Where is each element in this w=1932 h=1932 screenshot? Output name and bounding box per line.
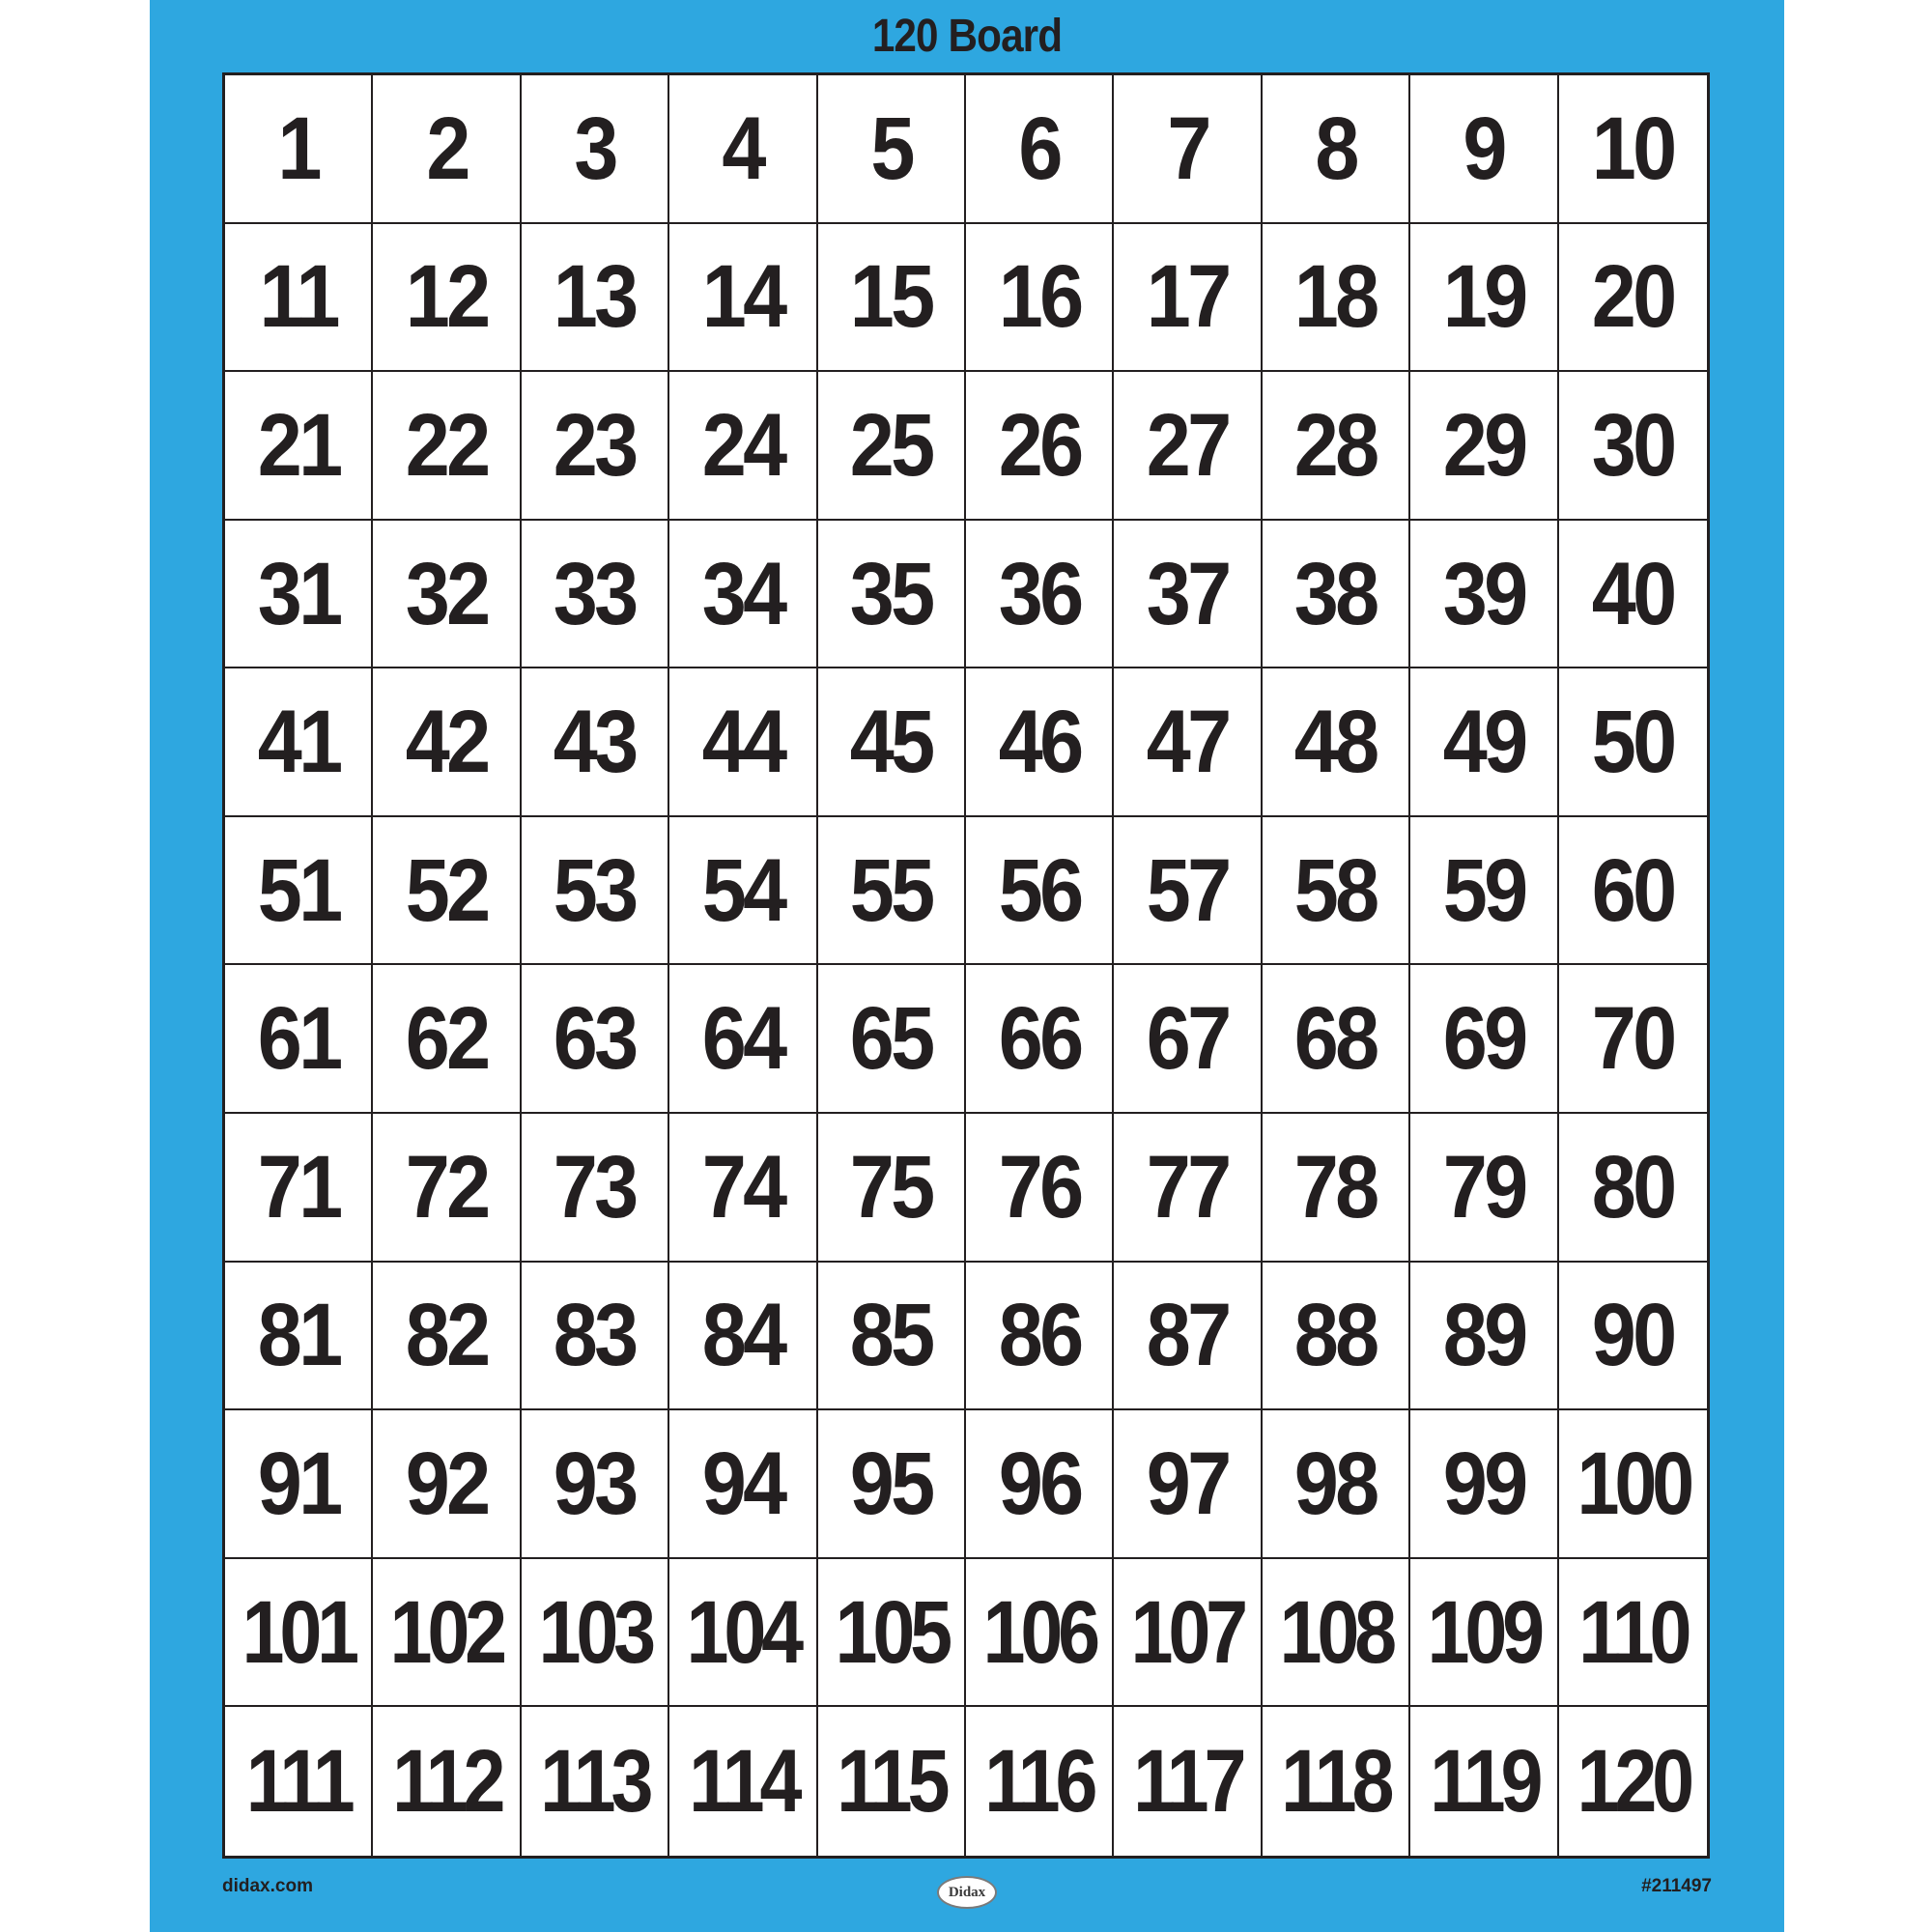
grid-cell: [1263, 1410, 1410, 1559]
cell-number: 45: [849, 693, 932, 792]
grid-cell: [1263, 1559, 1410, 1708]
grid-cell: [1559, 1263, 1707, 1411]
grid-cell: [522, 1114, 669, 1263]
grid-cell: [818, 1114, 966, 1263]
cell-number: 49: [1442, 693, 1525, 792]
cell-number: 66: [998, 989, 1081, 1089]
cell-number: 75: [849, 1137, 932, 1236]
cell-number: 64: [701, 989, 784, 1089]
logo-text: Didax: [948, 1884, 986, 1900]
grid-cell: [225, 1559, 373, 1708]
cell-number: 63: [554, 989, 636, 1089]
grid-cell: [373, 372, 521, 521]
grid-cell: [966, 1410, 1114, 1559]
grid-cell: [818, 817, 966, 966]
grid-cell: [225, 817, 373, 966]
cell-number: 120: [1577, 1732, 1690, 1832]
cell-number: 19: [1442, 247, 1525, 347]
cell-number: 71: [257, 1137, 340, 1236]
grid-cell: [669, 1263, 817, 1411]
grid-cell: [669, 372, 817, 521]
cell-number: 50: [1591, 693, 1674, 792]
grid-cell: [1410, 1559, 1558, 1708]
grid-cell: [1114, 521, 1262, 669]
grid-cell: [225, 1410, 373, 1559]
cell-number: 111: [245, 1732, 351, 1832]
cell-number: 84: [701, 1286, 784, 1385]
cell-number: 30: [1591, 395, 1674, 495]
grid-cell: [225, 1263, 373, 1411]
grid-cell: [522, 668, 669, 817]
cell-number: 34: [701, 544, 784, 643]
cell-number: 8: [1315, 99, 1356, 198]
grid-cell: [966, 1707, 1114, 1856]
cell-number: 14: [701, 247, 784, 347]
cell-number: 48: [1294, 693, 1377, 792]
grid-cell: [1410, 372, 1558, 521]
grid-cell: [1559, 1410, 1707, 1559]
cell-number: 26: [998, 395, 1081, 495]
grid-cell: [1410, 75, 1558, 224]
cell-number: 80: [1591, 1137, 1674, 1236]
cell-number: 32: [405, 544, 488, 643]
grid-cell: [966, 521, 1114, 669]
cell-number: 88: [1294, 1286, 1377, 1385]
cell-number: 22: [405, 395, 488, 495]
grid-cell: [818, 1559, 966, 1708]
cell-number: 52: [405, 840, 488, 940]
didax-logo: [937, 1876, 997, 1909]
cell-number: 13: [554, 247, 636, 347]
cell-number: 74: [701, 1137, 784, 1236]
cell-number: 110: [1578, 1582, 1688, 1682]
grid-cell: [1559, 668, 1707, 817]
grid-cell: [966, 817, 1114, 966]
grid-cell: [818, 1263, 966, 1411]
cell-number: 78: [1294, 1137, 1377, 1236]
grid-cell: [1263, 1707, 1410, 1856]
cell-number: 54: [701, 840, 784, 940]
cell-number: 108: [1279, 1582, 1392, 1682]
cell-number: 1: [277, 99, 319, 198]
cell-number: 67: [1146, 989, 1229, 1089]
grid-cell: [669, 1114, 817, 1263]
board-title: 120 Board: [871, 11, 1063, 62]
cell-number: 70: [1591, 989, 1674, 1089]
grid-cell: [1559, 817, 1707, 966]
cell-number: 91: [257, 1435, 340, 1534]
cell-number: 44: [701, 693, 784, 792]
grid-cell: [1559, 372, 1707, 521]
grid-cell: [373, 1114, 521, 1263]
grid-cell: [1114, 668, 1262, 817]
cell-number: 115: [837, 1732, 946, 1832]
cell-number: 46: [998, 693, 1081, 792]
grid-cell: [669, 224, 817, 373]
grid-cell: [669, 668, 817, 817]
cell-number: 96: [998, 1435, 1081, 1534]
grid-cell: [1263, 521, 1410, 669]
cell-number: 42: [405, 693, 488, 792]
cell-number: 15: [849, 247, 932, 347]
grid-cell: [1559, 1559, 1707, 1708]
grid-cell: [966, 1559, 1114, 1708]
grid-cell: [1559, 224, 1707, 373]
grid-cell: [818, 1707, 966, 1856]
grid-cell: [1114, 817, 1262, 966]
grid-cell: [1114, 224, 1262, 373]
cell-number: 118: [1281, 1732, 1390, 1832]
cell-number: 25: [849, 395, 932, 495]
grid-cell: [1559, 965, 1707, 1114]
cell-number: 77: [1146, 1137, 1229, 1236]
cell-number: 21: [257, 395, 340, 495]
grid-cell: [522, 75, 669, 224]
cell-number: 79: [1442, 1137, 1525, 1236]
grid-cell: [1410, 1263, 1558, 1411]
grid-cell: [225, 1114, 373, 1263]
grid-cell: [1114, 965, 1262, 1114]
cell-number: 112: [392, 1732, 501, 1832]
grid-cell: [522, 965, 669, 1114]
grid-cell: [818, 224, 966, 373]
cell-number: 117: [1133, 1732, 1242, 1832]
cell-number: 7: [1166, 99, 1208, 198]
cell-number: 109: [1427, 1582, 1541, 1682]
cell-number: 12: [405, 247, 488, 347]
cell-number: 55: [849, 840, 932, 940]
grid-cell: [522, 1559, 669, 1708]
cell-number: 85: [849, 1286, 932, 1385]
cell-number: 23: [554, 395, 636, 495]
grid-cell: [818, 75, 966, 224]
cell-number: 36: [998, 544, 1081, 643]
grid-cell: [669, 817, 817, 966]
cell-number: 73: [554, 1137, 636, 1236]
grid-cell: [818, 965, 966, 1114]
grid-cell: [966, 75, 1114, 224]
grid-cell: [1559, 75, 1707, 224]
grid-cell: [373, 521, 521, 669]
cell-number: 47: [1146, 693, 1229, 792]
cell-number: 60: [1591, 840, 1674, 940]
grid-cell: [966, 1263, 1114, 1411]
grid-cell: [225, 224, 373, 373]
grid-cell: [1263, 224, 1410, 373]
cell-number: 6: [1018, 99, 1060, 198]
cell-number: 4: [722, 99, 764, 198]
grid-cell: [1114, 1559, 1262, 1708]
cell-number: 17: [1146, 247, 1229, 347]
grid-cell: [966, 1114, 1114, 1263]
grid-cell: [522, 817, 669, 966]
grid-cell: [669, 965, 817, 1114]
cell-number: 86: [998, 1286, 1081, 1385]
grid-cell: [1559, 1114, 1707, 1263]
cell-number: 28: [1294, 395, 1377, 495]
grid-cell: [373, 1410, 521, 1559]
cell-number: 62: [405, 989, 488, 1089]
grid-cell: [373, 224, 521, 373]
cell-number: 92: [405, 1435, 488, 1534]
cell-number: 101: [242, 1582, 355, 1682]
cell-number: 2: [425, 99, 468, 198]
grid-cell: [225, 1707, 373, 1856]
cell-number: 24: [701, 395, 784, 495]
grid-cell: [373, 1263, 521, 1411]
cell-number: 11: [259, 247, 337, 347]
grid-cell: [1410, 1114, 1558, 1263]
cell-number: 39: [1442, 544, 1525, 643]
product-code: #211497: [1641, 1876, 1712, 1896]
number-board: [150, 0, 1784, 1932]
cell-number: 95: [849, 1435, 932, 1534]
cell-number: 94: [701, 1435, 784, 1534]
cell-number: 29: [1442, 395, 1525, 495]
grid-cell: [1263, 372, 1410, 521]
grid-cell: [1559, 1707, 1707, 1856]
cell-number: 40: [1591, 544, 1674, 643]
grid-cell: [373, 1707, 521, 1856]
cell-number: 57: [1146, 840, 1229, 940]
grid-cell: [669, 1410, 817, 1559]
cell-number: 72: [405, 1137, 488, 1236]
cell-number: 116: [984, 1732, 1094, 1832]
cell-number: 89: [1442, 1286, 1525, 1385]
grid-cell: [966, 965, 1114, 1114]
grid-cell: [1263, 817, 1410, 966]
grid-cell: [225, 965, 373, 1114]
cell-number: 97: [1146, 1435, 1229, 1534]
grid-cell: [373, 75, 521, 224]
grid-cell: [818, 668, 966, 817]
cell-number: 16: [998, 247, 1081, 347]
cell-number: 58: [1294, 840, 1377, 940]
cell-number: 68: [1294, 989, 1377, 1089]
cell-number: 103: [538, 1582, 651, 1682]
grid-cell: [522, 224, 669, 373]
cell-number: 27: [1146, 395, 1229, 495]
grid-cell: [522, 521, 669, 669]
cell-number: 69: [1442, 989, 1525, 1089]
grid-cell: [522, 1707, 669, 1856]
cell-number: 90: [1591, 1286, 1674, 1385]
cell-number: 20: [1591, 247, 1674, 347]
cell-number: 107: [1130, 1582, 1244, 1682]
grid-cell: [1114, 75, 1262, 224]
cell-number: 106: [982, 1582, 1095, 1682]
grid-cell: [1410, 1707, 1558, 1856]
cell-number: 59: [1442, 840, 1525, 940]
grid-cell: [1114, 372, 1262, 521]
grid-cell: [818, 521, 966, 669]
grid-cell: [966, 668, 1114, 817]
grid-cell: [1114, 1410, 1262, 1559]
cell-number: 82: [405, 1286, 488, 1385]
grid-cell: [373, 817, 521, 966]
grid-cell: [225, 521, 373, 669]
grid-cell: [1114, 1707, 1262, 1856]
cell-number: 53: [554, 840, 636, 940]
grid-cell: [1410, 1410, 1558, 1559]
grid-cell: [225, 668, 373, 817]
cell-number: 10: [1591, 99, 1674, 198]
cell-number: 119: [1429, 1732, 1538, 1832]
grid-cell: [966, 372, 1114, 521]
grid-cell: [522, 1263, 669, 1411]
cell-number: 43: [554, 693, 636, 792]
grid-cell: [1410, 965, 1558, 1114]
cell-number: 61: [257, 989, 340, 1089]
grid-cell: [1114, 1263, 1262, 1411]
cell-number: 113: [540, 1732, 649, 1832]
grid-cell: [669, 75, 817, 224]
cell-number: 114: [688, 1732, 797, 1832]
cell-number: 9: [1463, 99, 1505, 198]
grid-cell: [669, 521, 817, 669]
grid-cell: [1263, 668, 1410, 817]
grid-cell: [669, 1559, 817, 1708]
website-text: didax.com: [222, 1876, 313, 1896]
grid-cell: [373, 1559, 521, 1708]
cell-number: 100: [1577, 1435, 1690, 1534]
grid-cell: [225, 75, 373, 224]
cell-number: 41: [257, 693, 340, 792]
cell-number: 38: [1294, 544, 1377, 643]
cell-number: 33: [554, 544, 636, 643]
grid-cell: [522, 1410, 669, 1559]
grid-cell: [818, 1410, 966, 1559]
grid-cell: [1410, 668, 1558, 817]
number-grid: [222, 72, 1710, 1859]
grid-cell: [669, 1707, 817, 1856]
grid-cell: [1410, 521, 1558, 669]
cell-number: 51: [257, 840, 340, 940]
grid-cell: [373, 668, 521, 817]
grid-cell: [1263, 75, 1410, 224]
cell-number: 65: [849, 989, 932, 1089]
cell-number: 37: [1146, 544, 1229, 643]
cell-number: 5: [870, 99, 912, 198]
cell-number: 99: [1442, 1435, 1525, 1534]
cell-number: 56: [998, 840, 1081, 940]
cell-number: 3: [574, 99, 615, 198]
cell-number: 105: [835, 1582, 948, 1682]
grid-cell: [966, 224, 1114, 373]
cell-number: 81: [257, 1286, 340, 1385]
grid-cell: [225, 372, 373, 521]
grid-cell: [1410, 817, 1558, 966]
cell-number: 18: [1294, 247, 1377, 347]
grid-cell: [1114, 1114, 1262, 1263]
grid-cell: [1263, 1114, 1410, 1263]
cell-number: 104: [686, 1582, 800, 1682]
grid-cell: [1410, 224, 1558, 373]
grid-cell: [818, 372, 966, 521]
grid-cell: [522, 372, 669, 521]
cell-number: 98: [1294, 1435, 1377, 1534]
cell-number: 76: [998, 1137, 1081, 1236]
cell-number: 93: [554, 1435, 636, 1534]
cell-number: 102: [389, 1582, 503, 1682]
grid-cell: [373, 965, 521, 1114]
cell-number: 83: [554, 1286, 636, 1385]
cell-number: 31: [257, 544, 340, 643]
grid-cell: [1559, 521, 1707, 669]
cell-number: 35: [849, 544, 932, 643]
grid-cell: [1263, 1263, 1410, 1411]
cell-number: 87: [1146, 1286, 1229, 1385]
grid-cell: [1263, 965, 1410, 1114]
